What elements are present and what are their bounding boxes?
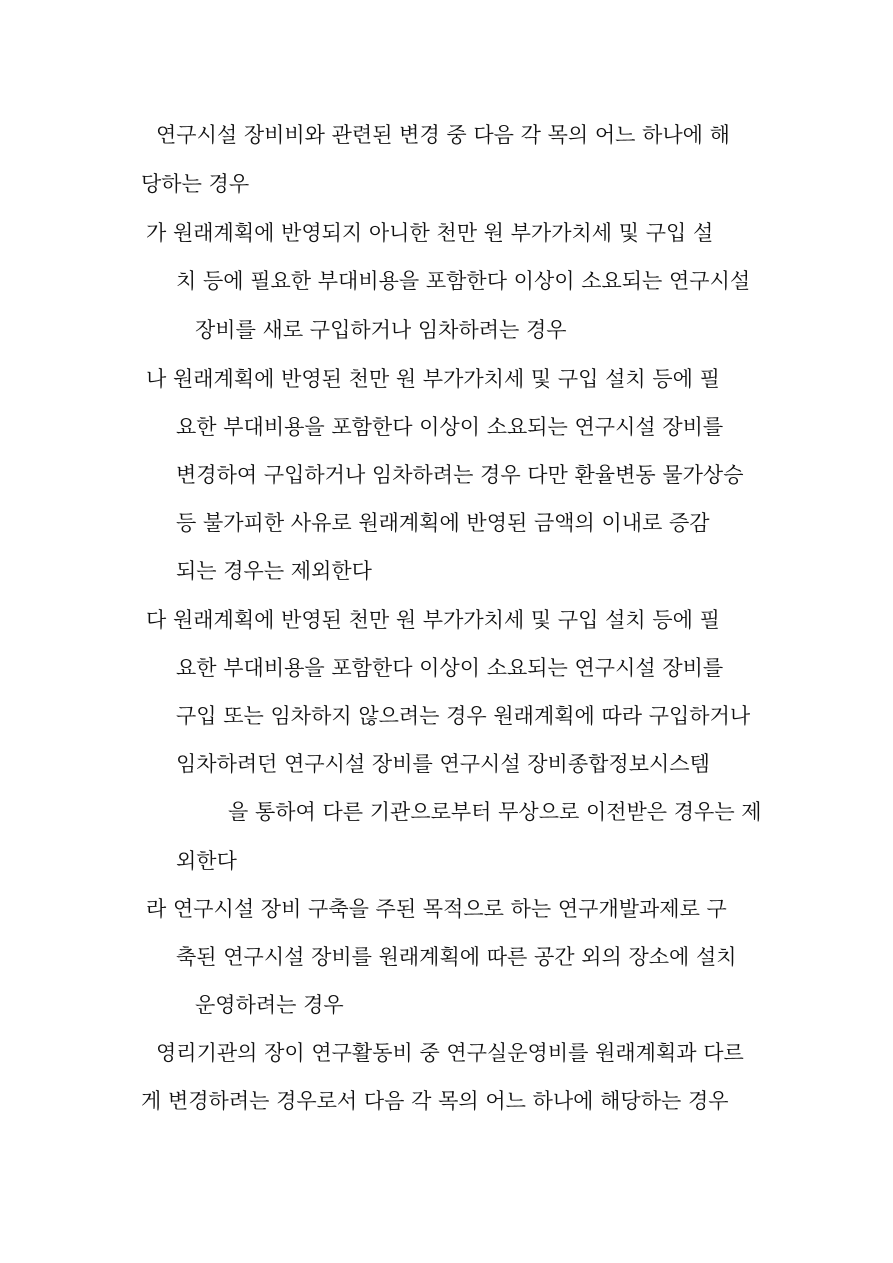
- text-line: 임차하려던 연구시설 장비를 연구시설 장비종합정보시스템: [176, 752, 710, 776]
- text-line: 구입 또는 임차하지 않으려는 경우 원래계획에 따라 구입하거나: [176, 704, 751, 728]
- text-line: 연구시설 장비비와 관련된 변경 중 다음 각 목의 어느 하나에 해: [156, 123, 730, 147]
- text-line: 외한다: [176, 849, 237, 873]
- text-line: 축된 연구시설 장비를 원래계획에 따른 공간 외의 장소에 설치: [176, 945, 737, 969]
- text-line: 요한 부대비용을 포함한다 이상이 소요되는 연구시설 장비를: [176, 656, 724, 680]
- text-line: 당하는 경우: [141, 172, 250, 196]
- text-line: 운영하려는 경우: [195, 993, 344, 1017]
- text-line: 가 원래계획에 반영되지 아니한 천만 원 부가가치세 및 구입 설: [146, 221, 714, 245]
- text-line: 라 연구시설 장비 구축을 주된 목적으로 하는 연구개발과제로 구: [146, 897, 727, 921]
- text-line: 영리기관의 장이 연구활동비 중 연구실운영비를 원래계획과 다르: [156, 1041, 744, 1065]
- text-line: 되는 경우는 제외한다: [176, 559, 372, 583]
- text-line: 치 등에 필요한 부대비용을 포함한다 이상이 소요되는 연구시설: [176, 269, 751, 293]
- text-line: 등 불가피한 사유로 원래계획에 반영된 금액의 이내로 증감: [176, 511, 710, 535]
- text-line: 나 원래계획에 반영된 천만 원 부가가치세 및 구입 설치 등에 필: [146, 367, 720, 391]
- text-line: 요한 부대비용을 포함한다 이상이 소요되는 연구시설 장비를: [176, 415, 724, 439]
- text-line: 을 통하여 다른 기관으로부터 무상으로 이전받은 경우는 제: [228, 800, 762, 824]
- text-line: 게 변경하려는 경우로서 다음 각 목의 어느 하나에 해당하는 경우: [141, 1089, 729, 1113]
- text-line: 장비를 새로 구입하거나 임차하려는 경우: [195, 318, 567, 342]
- text-line: 변경하여 구입하거나 임차하려는 경우 다만 환율변동 물가상승: [176, 463, 744, 487]
- text-line: 다 원래계획에 반영된 천만 원 부가가치세 및 구입 설치 등에 필: [146, 608, 720, 632]
